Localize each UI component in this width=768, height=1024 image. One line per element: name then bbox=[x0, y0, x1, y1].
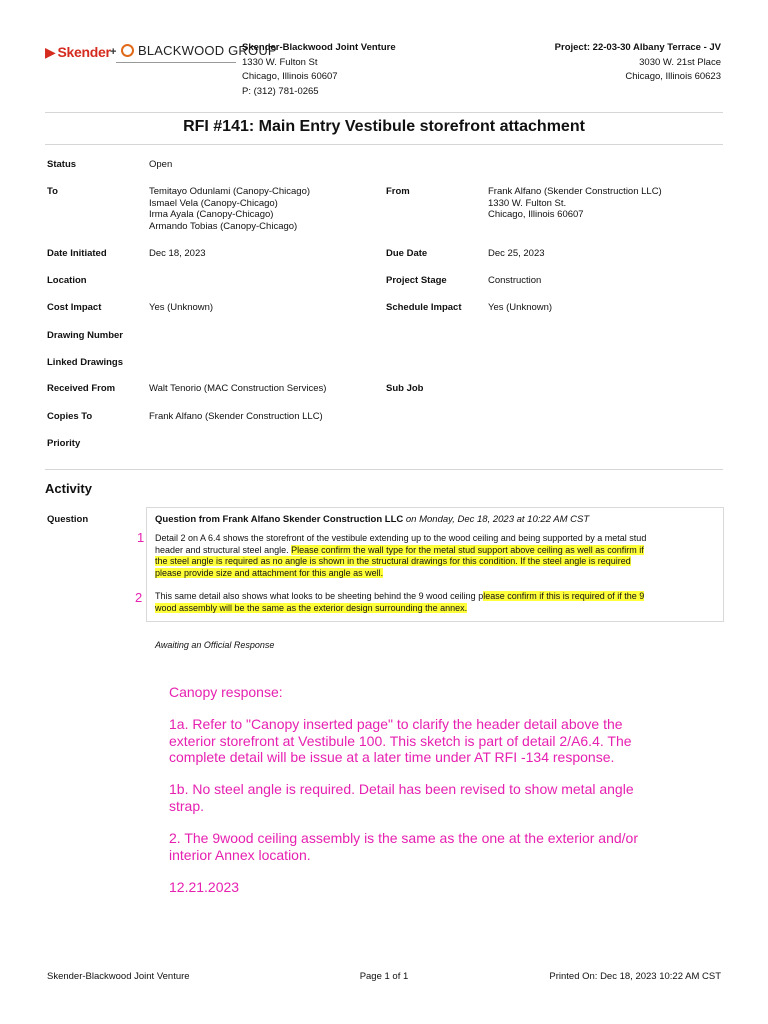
skender-s-icon: ▶ bbox=[45, 44, 56, 60]
response-line: exterior storefront at Vestibule 100. This sketch is part of detail 2/A6.4. The bbox=[169, 732, 632, 749]
blackwood-ring-icon bbox=[121, 44, 134, 57]
question-paragraph-1 bbox=[155, 533, 715, 579]
from-address-line1: 1330 W. Fulton St. bbox=[488, 197, 567, 209]
question-header bbox=[155, 514, 589, 525]
highlighted-text: lease confirm if this is required of if the 9 bbox=[483, 591, 645, 601]
project-name: Project: 22-03-30 Albany Terrace - JV bbox=[554, 42, 721, 53]
question-line bbox=[155, 603, 715, 615]
received-from-label: Received From bbox=[47, 383, 116, 394]
divider-activity bbox=[45, 469, 723, 470]
project-address-line1: 3030 W. 21st Place bbox=[639, 56, 721, 68]
cost-impact-value: Yes (Unknown) bbox=[149, 302, 214, 313]
from-name: Frank Alfano (Skender Construction LLC) bbox=[488, 186, 662, 197]
company-address-line2: Chicago, Illinois 60607 bbox=[242, 71, 338, 82]
to-recipient: Ismael Vela (Canopy-Chicago) bbox=[149, 197, 278, 209]
to-recipient: Armando Tobias (Canopy-Chicago) bbox=[149, 220, 298, 232]
question-line: Detail 2 on A 6.4 shows the storefront of the vestibule extending up to the wood ceiling and being supported by a metal stud bbox=[155, 533, 647, 543]
question-line bbox=[155, 568, 715, 580]
question-line bbox=[155, 545, 715, 557]
to-label: To bbox=[47, 186, 58, 197]
highlighted-text: wood assembly will be the same as the exterior design surrounding the annex. bbox=[155, 602, 468, 613]
canopy-response-date: 12.21.2023 bbox=[169, 879, 240, 895]
due-date-label: Due Date bbox=[386, 248, 428, 259]
response-line: strap. bbox=[169, 797, 205, 814]
due-date-value: Dec 25, 2023 bbox=[488, 248, 545, 259]
question-label: Question bbox=[47, 514, 89, 525]
status-label: Status bbox=[47, 159, 77, 170]
awaiting-response: Awaiting an Official Response bbox=[155, 640, 275, 650]
canopy-response-1a bbox=[169, 716, 669, 766]
response-line: interior Annex location. bbox=[169, 846, 311, 863]
status-value: Open bbox=[149, 159, 173, 170]
activity-heading: Activity bbox=[45, 481, 92, 496]
company-name: Skender-Blackwood Joint Venture bbox=[242, 42, 396, 53]
footer-printed-on: Printed On: Dec 18, 2023 10:22 AM CST bbox=[549, 971, 721, 982]
to-recipient: Temitayo Odunlami (Canopy-Chicago) bbox=[149, 186, 311, 197]
sub-job-label: Sub Job bbox=[386, 383, 424, 394]
question-paragraph-2 bbox=[155, 591, 715, 614]
from-address-line2: Chicago, Illinois 60607 bbox=[488, 209, 584, 220]
copies-to-label: Copies To bbox=[47, 411, 93, 422]
response-line: 2. The 9wood ceiling assembly is the same as the one at the exterior and/or bbox=[169, 830, 639, 846]
project-stage-label: Project Stage bbox=[386, 275, 447, 286]
canopy-response-2 bbox=[169, 830, 669, 863]
schedule-impact-label: Schedule Impact bbox=[386, 302, 462, 313]
copies-to-value: Frank Alfano (Skender Construction LLC) bbox=[149, 411, 323, 422]
priority-label: Priority bbox=[47, 438, 81, 449]
company-block bbox=[242, 41, 396, 99]
logo-plus: + bbox=[110, 46, 117, 58]
response-line: complete detail will be issue at a later time under AT RFI -134 response. bbox=[169, 749, 615, 765]
highlighted-text: Please confirm the wall type for the metal stud support above ceiling as well as confirm if bbox=[291, 544, 644, 555]
project-stage-value: Construction bbox=[488, 275, 542, 286]
logo-underline bbox=[116, 62, 236, 63]
location-label: Location bbox=[47, 275, 87, 286]
response-line: 1b. No steel angle is required. Detail has been revised to show metal angle bbox=[169, 781, 634, 797]
cost-impact-label: Cost Impact bbox=[47, 302, 102, 313]
footer-page-number: Page 1 of 1 bbox=[359, 971, 409, 982]
highlighted-text: please provide size and attachment for this angle as well. bbox=[155, 567, 384, 578]
project-address-line2: Chicago, Illinois 60623 bbox=[625, 71, 721, 82]
question-line bbox=[155, 591, 715, 603]
company-address-line1: 1330 W. Fulton St bbox=[242, 56, 318, 68]
project-block bbox=[555, 41, 721, 85]
blackwood-logo-text: BLACKWOOD GROUP bbox=[138, 43, 277, 58]
divider-title bbox=[45, 144, 723, 145]
date-initiated-value: Dec 18, 2023 bbox=[149, 248, 206, 259]
skender-logo bbox=[45, 44, 111, 61]
schedule-impact-value: Yes (Unknown) bbox=[488, 302, 553, 313]
date-initiated-label: Date Initiated bbox=[47, 248, 107, 259]
linked-drawings-label: Linked Drawings bbox=[47, 357, 124, 368]
page-title: RFI #141: Main Entry Vestibule storefront attachment bbox=[183, 118, 585, 135]
question-timestamp: on Monday, Dec 18, 2023 at 10:22 AM CST bbox=[405, 514, 590, 525]
skender-logo-text: Skender bbox=[57, 44, 111, 60]
question-text: This same detail also shows what looks to be sheeting behind the 9 wood ceiling p bbox=[155, 591, 484, 601]
to-values bbox=[149, 186, 310, 232]
from-label: From bbox=[386, 186, 410, 197]
divider-top bbox=[45, 112, 723, 113]
footer-company: Skender-Blackwood Joint Venture bbox=[47, 971, 190, 982]
canopy-response-heading: Canopy response: bbox=[169, 684, 283, 700]
highlighted-text: the steel angle is required as no angle is shown in the structural drawings for this condition. If the steel angle is required bbox=[155, 556, 631, 567]
question-line bbox=[155, 556, 715, 568]
question-text: header and structural steel angle. bbox=[155, 544, 292, 555]
question-author: Question from Frank Alfano Skender Construction LLC bbox=[155, 514, 404, 525]
question-annotation-1: 1 bbox=[137, 530, 145, 545]
company-phone: P: (312) 781-0265 bbox=[242, 85, 319, 97]
received-from-value: Walt Tenorio (MAC Construction Services) bbox=[149, 383, 327, 394]
question-annotation-2: 2 bbox=[135, 590, 143, 605]
response-line: 1a. Refer to "Canopy inserted page" to clarify the header detail above the bbox=[169, 716, 623, 732]
from-values bbox=[488, 186, 662, 221]
to-recipient: Irma Ayala (Canopy-Chicago) bbox=[149, 209, 274, 220]
drawing-number-label: Drawing Number bbox=[47, 330, 124, 341]
canopy-response-1b bbox=[169, 781, 669, 814]
